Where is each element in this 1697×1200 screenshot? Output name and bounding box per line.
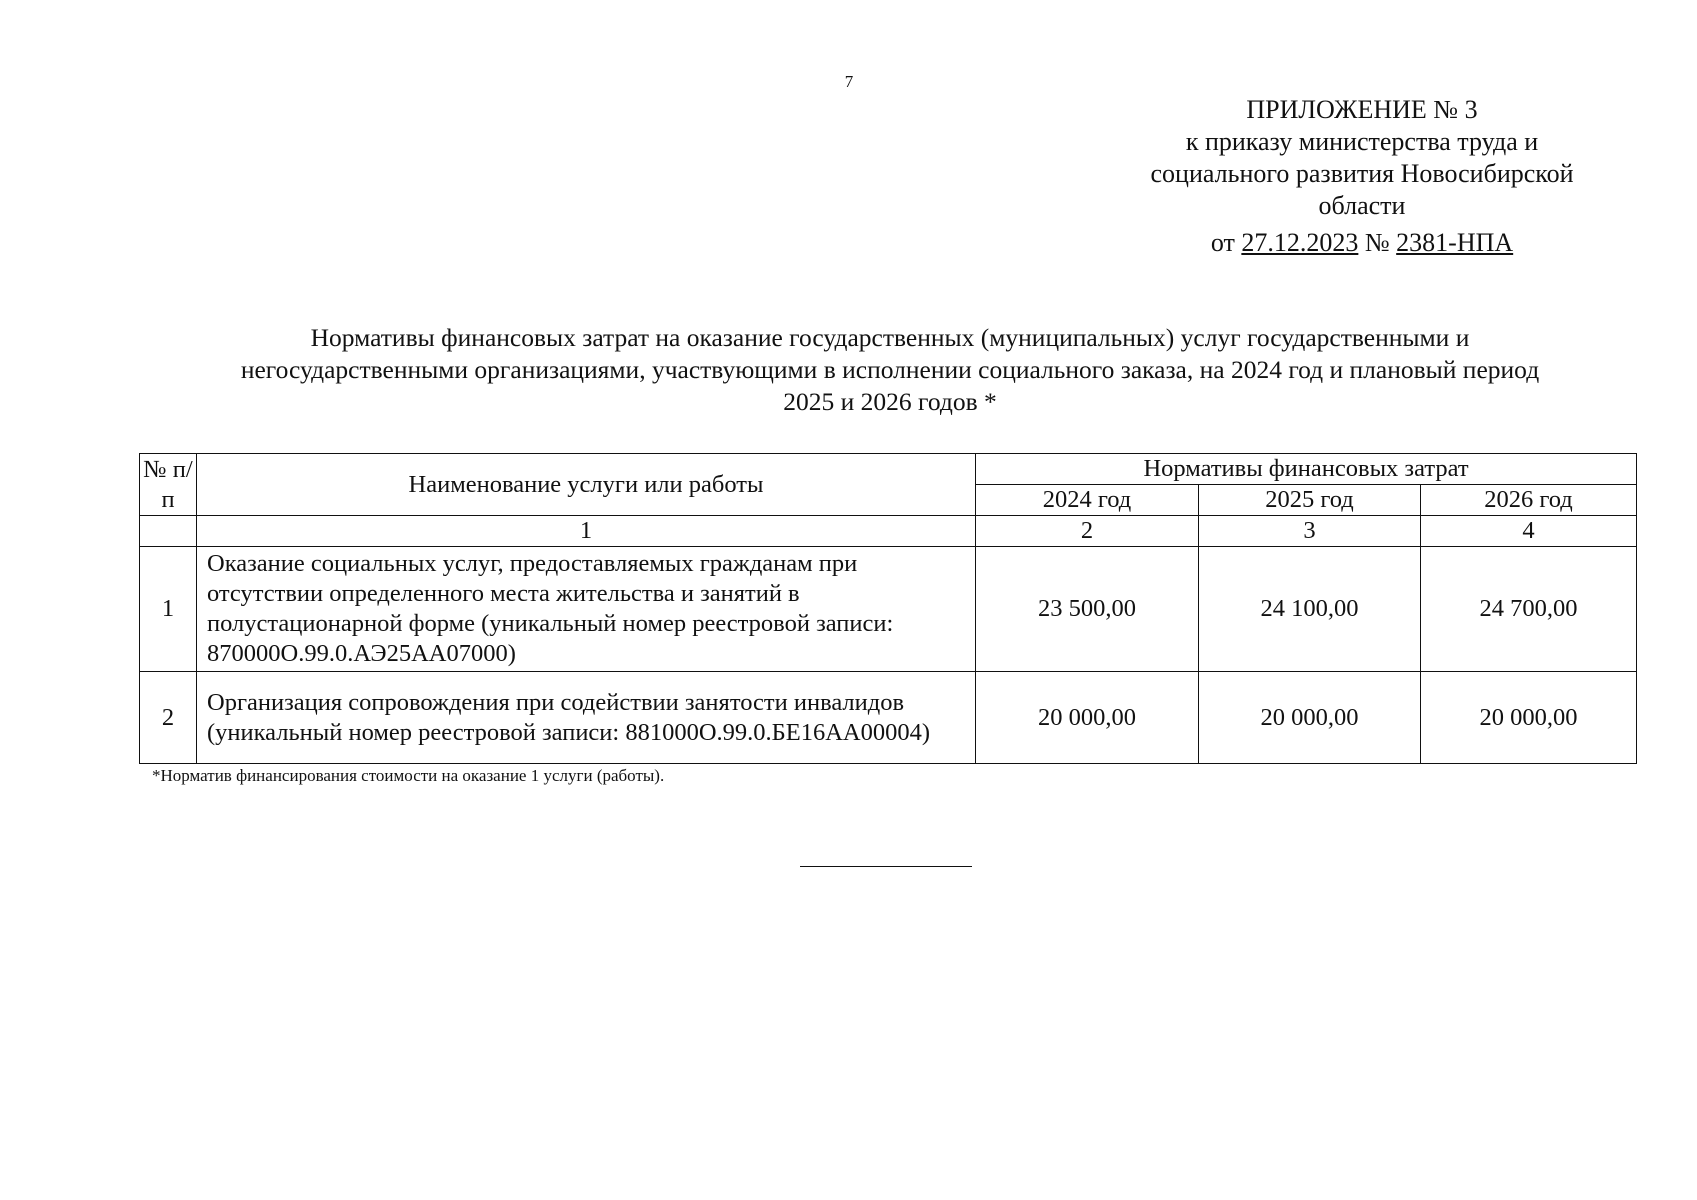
value-2026: 24 700,00 (1421, 547, 1637, 672)
appendix-header (1122, 94, 1602, 259)
appendix-line-2: социального развития Новосибирской (1150, 159, 1574, 188)
title-line-1: Нормативы финансовых затрат на оказание государственных (муниципальных) услуг государственными и (310, 323, 1470, 352)
norms-table (139, 453, 1637, 764)
appendix-title: ПРИЛОЖЕНИЕ № 3 (1246, 95, 1478, 124)
title-line-2: негосударственными организациями, участвующими в исполнении социального заказа, на 2024 год и плановый период (240, 355, 1540, 384)
header-row-1 (140, 454, 1637, 485)
row-number: 1 (140, 547, 197, 672)
title-line-3: 2025 и 2026 годов * (783, 387, 997, 416)
header-year-2025: 2025 год (1199, 485, 1421, 516)
header-year-2024: 2024 год (976, 485, 1199, 516)
value-2025: 20 000,00 (1199, 672, 1421, 764)
appendix-line-1: к приказу министерства труда и (1185, 127, 1539, 156)
col-number-3: 3 (1199, 516, 1421, 547)
header-norms: Нормативы финансовых затрат (976, 454, 1637, 485)
header-num: № п/п (140, 454, 197, 516)
service-name: Оказание социальных услуг, предоставляемых гражданам при отсутствии определенного места жительства и занятий в полустационарной форме (уникальный номер реестровой записи: 870000О.99.0.АЭ25АА07000) (197, 547, 976, 672)
table-row (140, 672, 1637, 764)
col-number-2: 2 (976, 516, 1199, 547)
appendix-date-line (1122, 227, 1602, 259)
header-numbers-spacer (140, 516, 197, 547)
number-prefix: № (1358, 228, 1397, 257)
date-prefix: от (1210, 228, 1242, 257)
order-number: 2381-НПА (1396, 228, 1514, 257)
table-row (140, 547, 1637, 672)
value-2024: 20 000,00 (976, 672, 1199, 764)
row-number: 2 (140, 672, 197, 764)
header-year-2026: 2026 год (1421, 485, 1637, 516)
document-title (150, 322, 1630, 418)
footnote: *Норматив финансирования стоимости на оказание 1 услуги (работы). (152, 766, 665, 785)
col-number-4: 4 (1421, 516, 1637, 547)
page-number: 7 (844, 72, 854, 91)
header-name: Наименование услуги или работы (197, 454, 976, 516)
value-2025: 24 100,00 (1199, 547, 1421, 672)
value-2026: 20 000,00 (1421, 672, 1637, 764)
header-row-numbers (140, 516, 1637, 547)
order-date: 27.12.2023 (1241, 228, 1359, 257)
end-separator-line (800, 866, 972, 867)
col-number-1: 1 (197, 516, 976, 547)
value-2024: 23 500,00 (976, 547, 1199, 672)
service-name: Организация сопровождения при содействии занятости инвалидов (уникальный номер реестровой записи: 881000О.99.0.БЕ16АА00004) (197, 672, 976, 764)
appendix-line-3: области (1318, 191, 1406, 220)
